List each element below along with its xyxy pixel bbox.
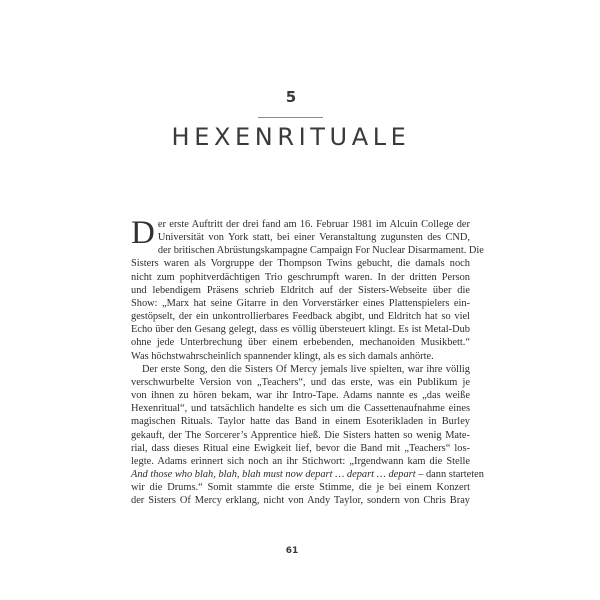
text-line: der Sisters Of Mercy erklang, nicht von Andy Taylor, sondern von Chris Bray [131, 495, 470, 507]
text-line: Echo über den Gesang gelegt, dass es völlig übersteuert klingt. Es ist Metal-Dub [131, 324, 470, 336]
body-text [131, 215, 484, 507]
paragraph-2 [131, 363, 484, 508]
text-line: und lebendigem Präsens schrieb Eldritch auf der Sisters-Webseite über die [131, 284, 470, 296]
paragraph-1 [131, 215, 484, 363]
text-line: Show: „Marx hat seine Gitarre in den Vorverstärker eines Plattenspielers ein- [131, 297, 470, 309]
text-line: gestöpselt, der ein unkontrollierbares Feedback abgibt, und Eldritch hat so viel [131, 311, 470, 323]
text-line-quote [131, 468, 484, 481]
text-line: Universität von York statt, bei einer Veranstaltung zugunsten des CND, [157, 232, 470, 244]
page-number: 61 [285, 546, 299, 556]
chapter-number: 5 [285, 88, 297, 106]
text-line: Hexenritual“, und tatsächlich handelte es sich um die Cassettenaufnahme eines [131, 403, 470, 415]
quote-rest: – dann starteten [415, 468, 484, 480]
text-line: Der erste Song, den die Sisters Of Mercy jemals live spielten, war ihre völlig [142, 363, 470, 375]
text-line: ohne jede Unterbrechung über einem erbebenden, mechanoiden Musikbett.“ [131, 337, 470, 349]
text-line: verschwurbelte Version von „Teachers“, und das erste, was ein Publikum je [131, 376, 470, 388]
text-line: nicht zum pophitverdächtigen Trio geschrumpft waren. In der dritten Person [131, 271, 470, 283]
text-line: Was höchstwahrscheinlich spannender klingt, als es sich damals anhörte. [131, 350, 434, 362]
text-line: magischen Rituals. Taylor hatte das Band in einem Esoterikladen in Burley [131, 416, 470, 428]
text-line: wir die Drums.“ Somit stammte die erste Stimme, die je bei einem Konzert [131, 482, 470, 494]
text-line: gekauft, der The Sorcerer’s Apprentice hieß. Die Sisters hatten so wenig Mate- [131, 429, 470, 441]
quote-italic: And those who blah, blah, blah must now depart … depart … depart [131, 468, 416, 480]
text-line: legte. Adams erinnert sich noch an ihr Stichwort: „Irgendwann kam die Stelle [131, 455, 470, 467]
text-line: der britischen Abrüstungskampagne Campaign For Nuclear Disarmament. Die [157, 245, 484, 257]
text-line: Sisters waren als Vorgruppe der Thompson Twins gebucht, die damals noch [131, 258, 470, 270]
text-line: von ihnen zu hören bekam, war ihr Intro-Tape. Adams nannte es „das weiße [131, 390, 470, 402]
drop-cap: D [131, 215, 155, 251]
chapter-divider [258, 117, 323, 118]
text-line: rial, dass dieses Ritual eine Ewigkeit lief, bevor die Band mit „Teachers“ los- [131, 442, 470, 454]
chapter-title: HEXENRITUALE [171, 123, 411, 151]
text-line: er erste Auftritt der drei fand am 16. Februar 1981 im Alcuin College der [157, 219, 470, 230]
